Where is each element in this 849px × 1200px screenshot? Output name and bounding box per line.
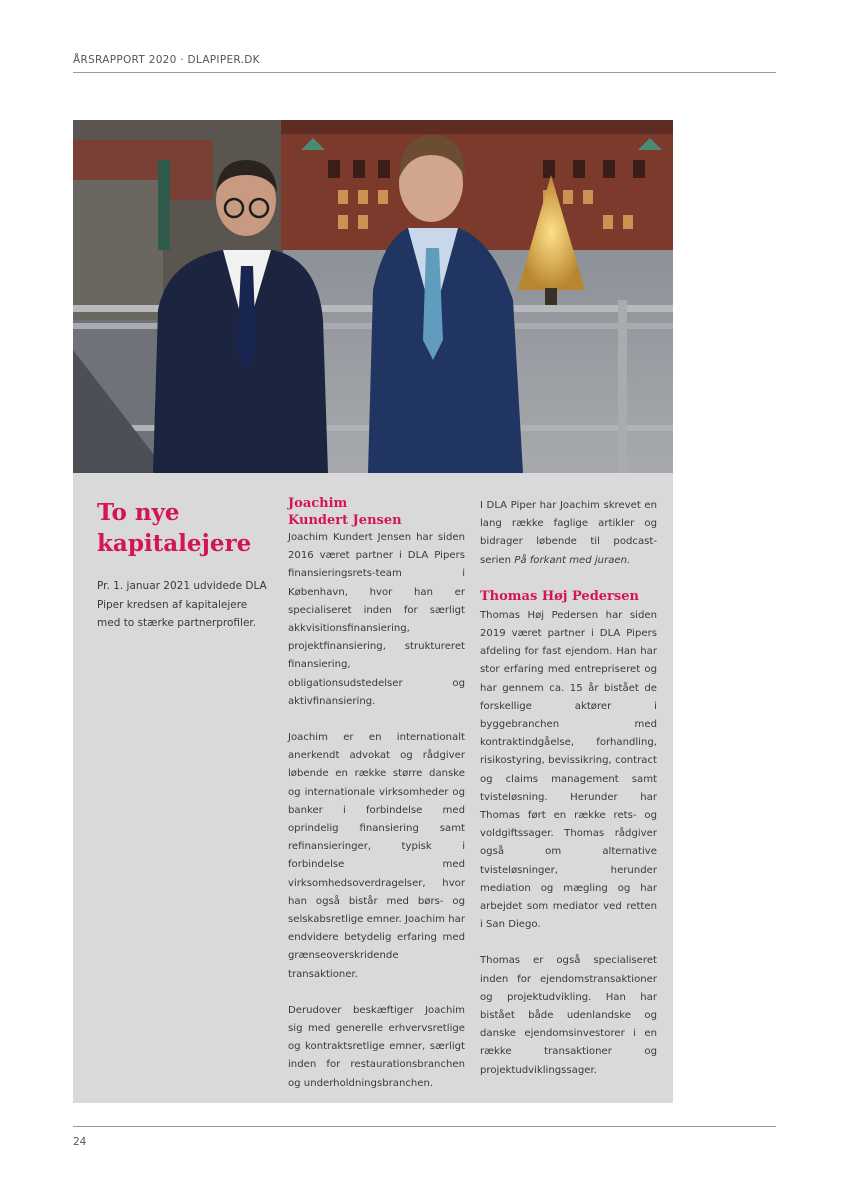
podcast-series-name: På forkant med juraen. <box>514 554 631 566</box>
title-line-1: To nye <box>97 499 180 526</box>
column-intro <box>97 497 272 633</box>
article-title <box>97 497 272 559</box>
thomas-paragraph-2: Thomas er også specialiseret inden for ejendomstransaktioner og projektudvikling. Han har bistået både udenlandske og danske ejendomsinvestorer i en række transaktioner og projektudviklingssager. <box>480 955 657 1076</box>
page-number: 24 <box>73 1136 87 1148</box>
joachim-name-line-1: Joachim <box>288 496 348 511</box>
joachim-heading <box>288 495 465 529</box>
title-line-2: kapitalejere <box>97 530 252 557</box>
column-thomas <box>480 497 657 1098</box>
header-divider <box>73 72 776 73</box>
partners-photo <box>73 120 673 473</box>
running-header: ÅRSRAPPORT 2020 · DLAPIPER.DK <box>73 54 260 66</box>
joachim-paragraph-1: Joachim Kundert Jensen har siden 2016 været partner i DLA Pipers finansieringsrets-team i København, hvor han er specialiseret inden for særligt akkvisitionsfinansiering, projektfinansiering, struktureret finansiering, obligationsudstedelser og aktivfinansiering. <box>288 532 465 707</box>
joachim-paragraph-3: Derudover beskæftiger Joachim sig med generelle erhvervsretlige og kontraktsretlige emner, særligt inden for restaurationsbranchen og underholdningsbranchen. <box>288 1004 465 1089</box>
article-panel <box>73 473 673 1103</box>
thomas-heading: Thomas Høj Pedersen <box>480 588 639 604</box>
column-joachim <box>288 497 465 1111</box>
joachim-name-line-2: Kundert Jensen <box>288 513 402 528</box>
footer-divider <box>73 1126 776 1127</box>
joachim-continued-paragraph <box>480 497 657 570</box>
joachim-paragraph-2: Joachim er en internationalt anerkendt advokat og rådgiver løbende en række større danske og internationale virksomheder og banker i forbindelse med oprindelig finansiering samt refinansieringer, typisk i forbindelse med virksomhedsoverdragelser, hvor han også bistår med børs- og selskabsretlige emner. Joachim har endvidere betydelig erfaring med grænseoverskridende transaktioner. <box>288 732 465 980</box>
thomas-paragraph-1: Thomas Høj Pedersen har siden 2019 været partner i DLA Pipers afdeling for fast ejendom. Han har stor erfaring med entrepriseret og har gennem ca. 15 år bistået de forskellige aktører i byggebranchen med kontraktindgåelse, forhandling, risikostyring, bevissikring, contract og claims management samt tvisteløsning. Herunder har Thomas ført en række rets- og voldgiftssager. Thomas rådgiver også om alternative tvisteløsninger, herunder mediation og mægling og har arbejdet som mediator ved retten i San Diego. <box>480 609 657 931</box>
article-intro: Pr. 1. januar 2021 udvidede DLA Piper kredsen af kapitalejere med to stærke partnerprofiler. <box>97 580 267 629</box>
joachim-continued-text: I DLA Piper har Joachim skrevet en lang række faglige artikler og bidrager løbende til podcast-serien <box>480 500 657 566</box>
